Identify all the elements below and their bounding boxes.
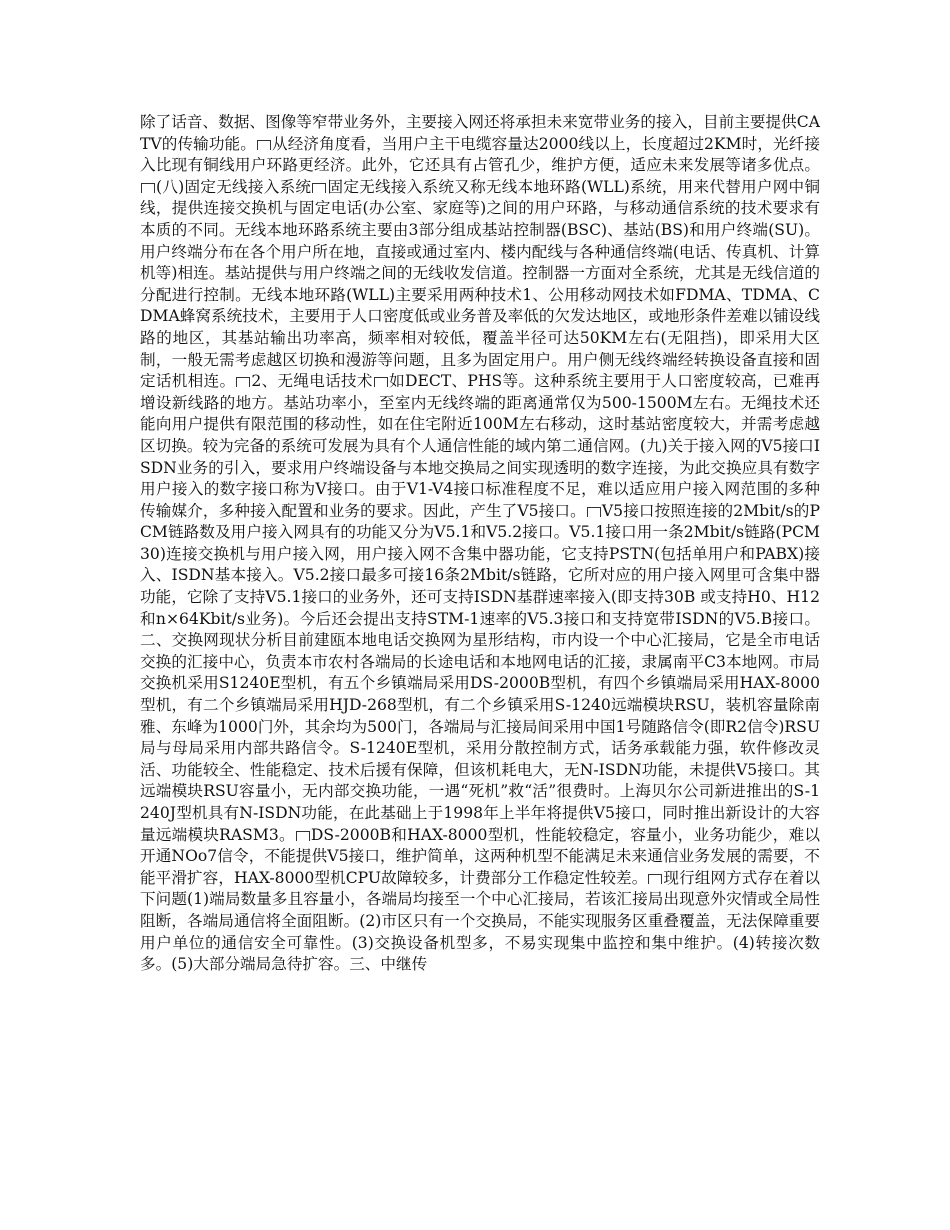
separator-mark: [374, 377, 388, 387]
separator-mark: [312, 183, 326, 193]
text-run: 除了话音、数据、图像等窄带业务外，主要接入网还将承担未来宽带业务的接入，目前主要提供CATV的传输功能。: [140, 113, 820, 153]
body-paragraph: [140, 112, 820, 976]
text-run: 2、无绳电话技术: [251, 372, 373, 391]
text-run: (八)固定无线接入系统: [156, 177, 312, 196]
separator-mark: [296, 831, 310, 841]
text-run: 如DECT、PHS等。这种系统主要用于人口密度较高，已难再增设新线路的地方。基站功率小，至室内无线终端的距离通常仅为500-1500M左右。无绳技术还能向用户提供有限范围的移动性，如在住宅附近100M左右移动，这时基站密度较大，并需考虑越区切换。较为完备的系统可发展为具有个人通信性能的域内第二通信网。(九)关于接入网的V5接口ISDN业务的引入，要求用户终端设备与本地交换局之间实现透明的数字连接，为此交换应具有数字用户接入的数字接口称为V接口。由于V1-V4接口标准程度不足，难以适应用户接入网范围的多种传输媒介，多种接入配置和业务的要求。因此，产生了V5接口。: [140, 372, 820, 520]
text-run: 固定无线接入系统又称无线本地环路(WLL)系统，用来代替用户网中铜线，提供连接交换机与固定电话(办公室、家庭等)之间的用户环路，与移动通信系统的技术要求有本质的不同。无线本地环路系统主要由3部分组成基站控制器(BSC)、基站(BS)和用户终端(SU)。用户终端分布在各个用户所在地，直接或通过室内、楼内配线与各种通信终端(电话、传真机、计算机等)相连。基站提供与用户终端之间的无线收发信道。控制器一方面对全系统，尤其是无线信道的分配进行控制。无线本地环路(WLL)主要采用两种技术1、公用移动网技术如FDMA、TDMA、CDMA蜂窝系统技术，主要用于人口密度低或业务普及率低的欠发达地区，或地形条件差难以铺设线路的地区，其基站输出功率高，频率相对较低，覆盖半径可达50KM左右(无阻挡)，即采用大区制，一般无需考虑越区切换和漫游等问题，且多为固定用户。用户侧无线终端经转换设备直接和固定话机相连。: [140, 177, 820, 391]
separator-mark: [587, 507, 601, 517]
separator-mark: [648, 874, 662, 884]
separator-mark: [257, 140, 271, 150]
text-run: V5接口按照连接的2Mbit/s的PCM链路数及用户接入网具有的功能又分为V5.1和V5.2接口。V5.1接口用一条2Mbit/s链路(PCM30)连接交换机与用户接入网，用户接入网不含集中器功能，它支持PSTN(包括单用户和PABX)接入、ISDN基本接入。V5.2接口最多可接16条2Mbit/s链路，它所对应的用户接入网里可含集中器功能，它除了支持V5.1接口的业务外，还可支持ISDN基群速率接入(即支持30B 或支持H0、H12和n×64Kbit/s业务)。今后还会提出支持STM-1速率的V5.3接口和支持宽带ISDN的V5.B接口。二、交换网现状分析目前建瓯本地电话交换网为星形结构，市内设一个中心汇接局，它是全市电话交换的汇接中心，负责本市农村各端局的长途电话和本地网电话的汇接，隶属南平C3本地网。市局交换机采用S1240E型机，有五个乡镇端局采用DS-2000B型机，有四个乡镇端局采用HAX-8000型机，有二个乡镇端局采用HJD-268型机，有二个乡镇采用S-1240远端模块RSU，装机容量除南雅、东峰为1000门外，其余均为500门，各端局与汇接局间采用中国1号随路信令(即R2信令)RSU局与母局采用内部共路信令。S-1240E型机，采用分散控制方式，话务承载能力强，软件修改灵活、功能较全、性能稳定、技术后援有保障，但该机耗电大，无N-ISDN功能，未提供V5接口。其远端模块RSU容量小，无内部交换功能，一遇“死机”救“活”很费时。上海贝尔公司新进推出的S-1240J型机具有N-ISDN功能，在此基础上于1998年上半年将提供V5接口，同时推出新设计的大容量远端模块RASM3。: [140, 501, 821, 844]
document-body: [140, 112, 820, 976]
text-run: 从经济角度看，当用户主干电缆容量达2000线以上，长度超过2KM时，光纤接入比现有铜线用户环路更经济。此外，它还具有占管孔少，维护方便，适应未来发展等诸多优点。: [140, 134, 820, 175]
text-run: 现行组网方式存在着以下问题(1)端局数量多且容量小，各端局均接至一个中心汇接局，若该汇接局出现意外灾情或全局性阻断，各端局通信将全面阻断。(2)市区只有一个交换局，不能实现服务区重叠覆盖，无法保障重要用户单位的通信安全可靠性。(3)交换设备机型多，不易实现集中监控和集中维护。(4)转接次数多。(5)大部分端局急待扩容。三、中继传: [140, 868, 820, 974]
separator-mark: [236, 377, 250, 387]
separator-mark: [141, 183, 155, 193]
text-run: DS-2000B和HAX-8000型机，性能较稳定，容量小，业务功能少，难以开通NOo7信令，不能提供V5接口，维护简单，这两种机型不能满足未来通信业务发展的需要，不能平滑扩容，HAX-8000型机CPU故障较多，计费部分工作稳定性较差。: [140, 825, 821, 887]
